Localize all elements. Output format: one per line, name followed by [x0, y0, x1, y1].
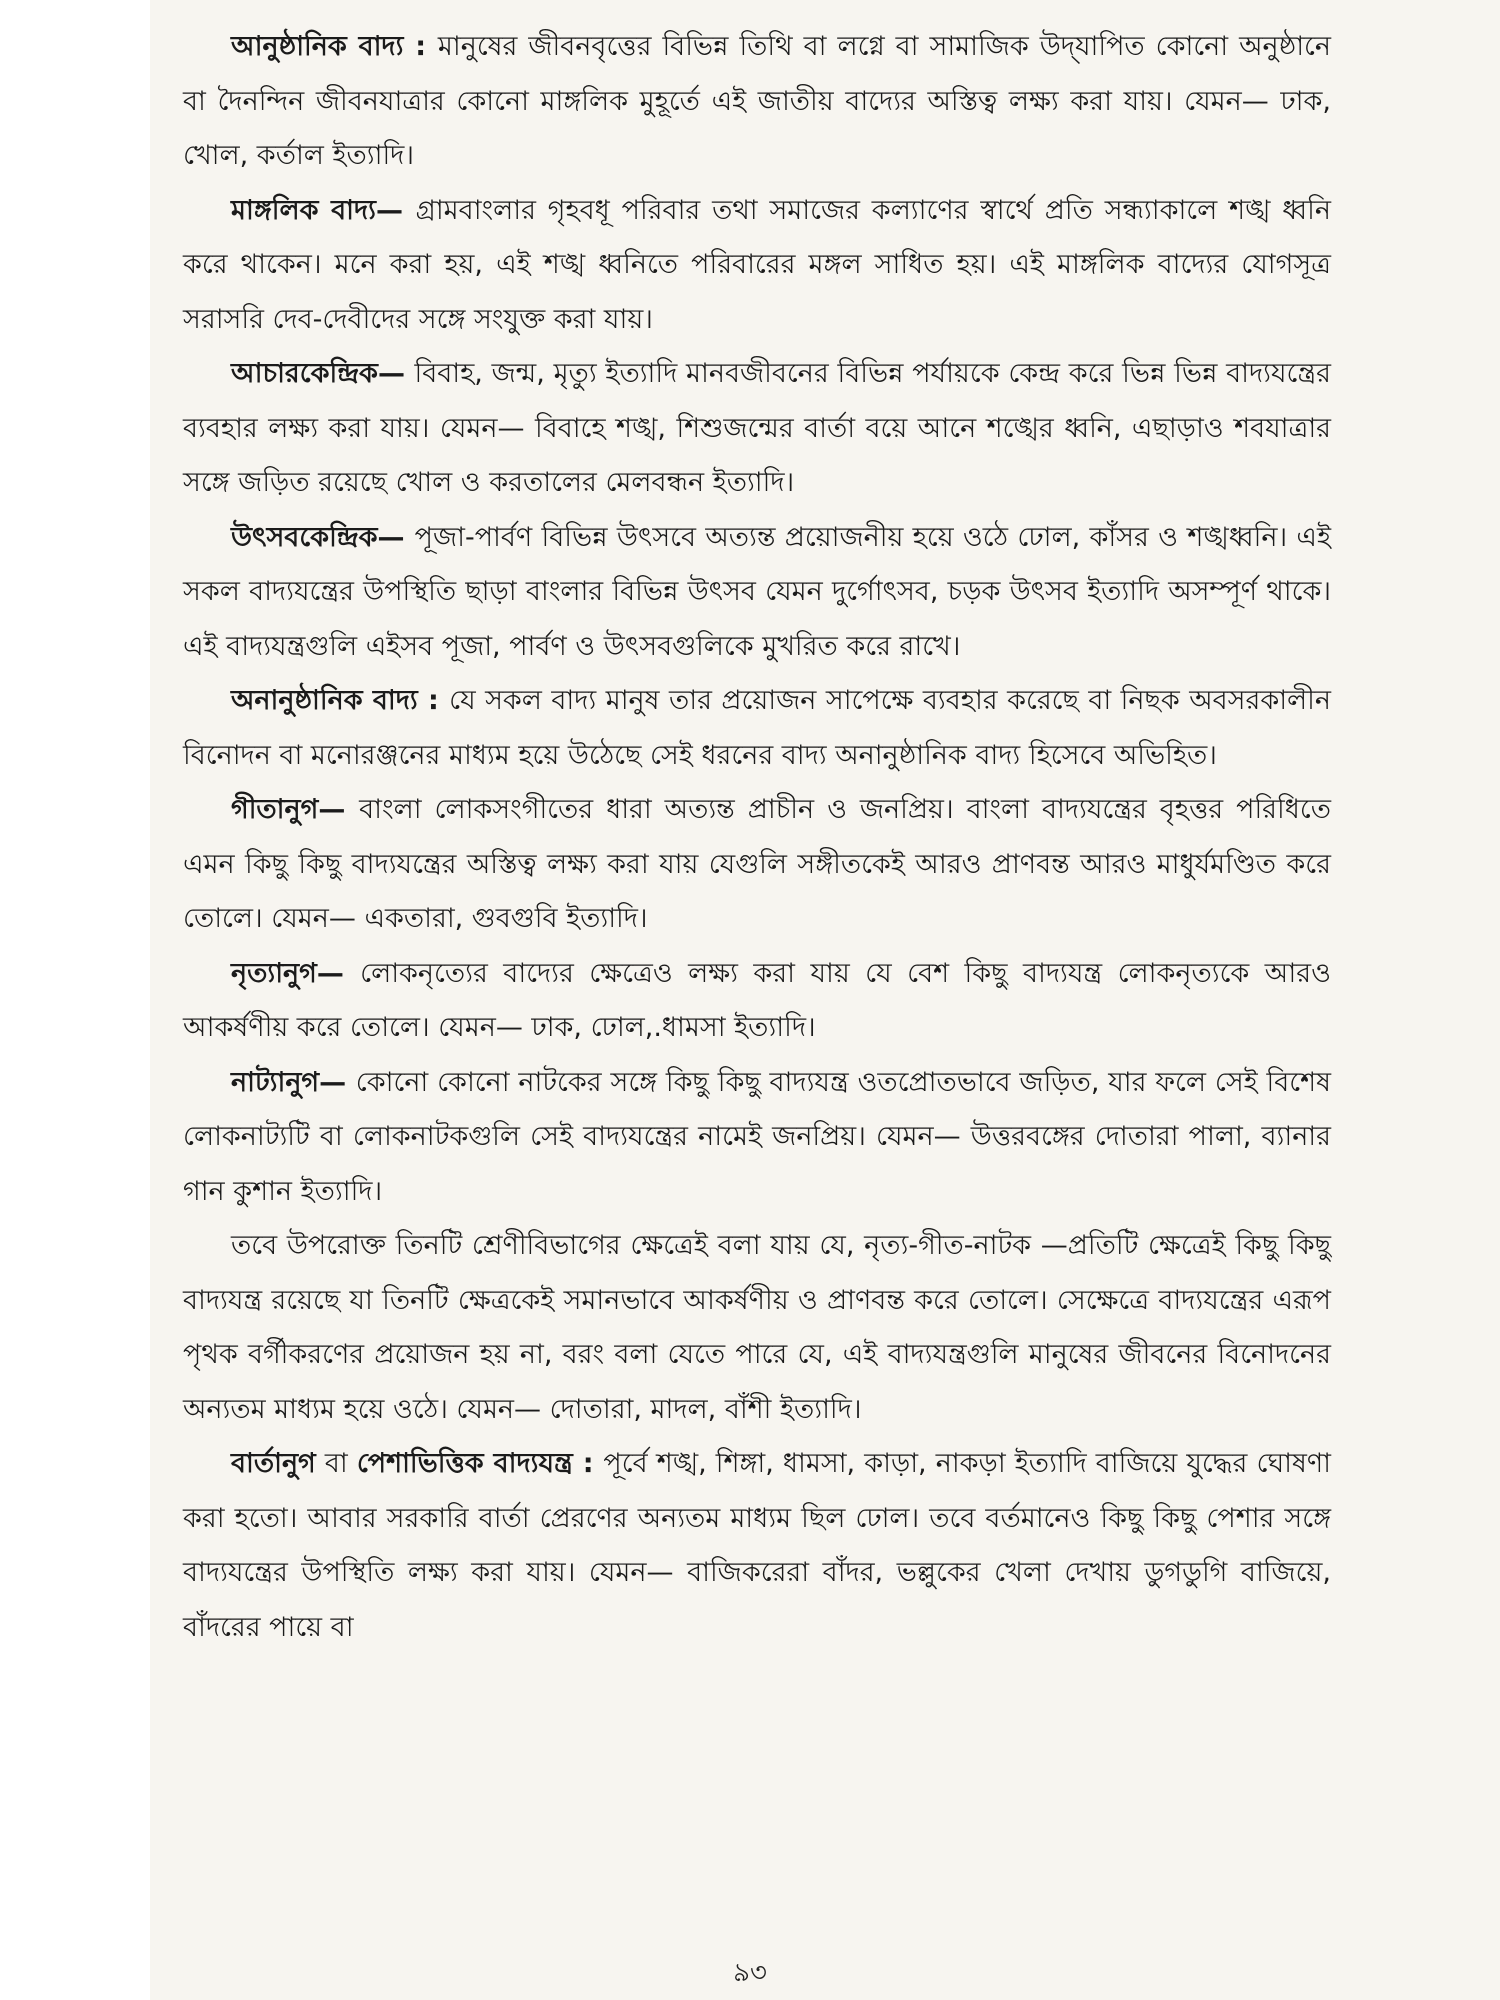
paragraph-text: বাংলা লোকসংগীতের ধারা অত্যন্ত প্রাচীন ও জনপ্রিয়। বাংলা বাদ্যযন্ত্রের বৃহত্তর পরিধিতে এমন কিছু কিছু বাদ্যযন্ত্রের অস্তিত্ব লক্ষ্য করা যায় যেগুলি সঙ্গীতকেই আরও প্রাণবন্ত আরও মাধুর্যমণ্ডিত করে তোলে। যেমন— একতারা, গুবগুবি ইত্যাদি।: [183, 794, 1331, 934]
term-dance-accompanying: নৃত্যানুগ: [231, 957, 317, 989]
term-message-accompanying: বার্তানুগ: [231, 1448, 316, 1479]
paragraph-festival-centric: [183, 511, 1331, 675]
term-formal-instruments: আনুষ্ঠানিক বাদ্য: [231, 31, 404, 62]
paragraph-auspicious-instruments: [183, 184, 1331, 348]
paragraph-text: কোনো কোনো নাটকের সঙ্গে কিছু কিছু বাদ্যযন্ত্র ওতপ্রোতভাবে জড়িত, যার ফলে সেই বিশেষ লোকনাট্যটি বা লোকনাটকগুলি সেই বাদ্যযন্ত্রের নামেই জনপ্রিয়। যেমন— উত্তরবঙ্গের দোতারা পালা, ব্যানার গান কুশান ইত্যাদি।: [183, 1066, 1331, 1207]
paragraph-summary: [183, 1219, 1331, 1437]
term-informal-instruments: অনানুষ্ঠানিক বাদ্য: [231, 685, 418, 716]
paragraph-text: পূর্বে শঙ্খ, শিঙ্গা, ধামসা, কাড়া, নাকড়া ইত্যাদি বাজিয়ে যুদ্ধের ঘোষণা করা হতো। আবার সরকারি বার্তা প্রেরণের অন্যতম মাধ্যম ছিল ঢোল। তবে বর্তমানেও কিছু কিছু পেশার সঙ্গে বাদ্যযন্ত্রের উপস্থিতি লক্ষ্য করা যায়। যেমন— বাজিকরেরা বাঁদর, ভল্লুকের খেলা দেখায় ডুগডুগি বাজিয়ে, বাঁদরের পায়ে বা: [183, 1448, 1331, 1643]
paragraph-text: তবে উপরোক্ত তিনটি শ্রেণীবিভাগের ক্ষেত্রেই বলা যায় যে, নৃত্য-গীত-নাটক —প্রতিটি ক্ষেত্রেই কিছু কিছু বাদ্যযন্ত্র রয়েছে যা তিনটি ক্ষেত্রকেই সমানভাবে আকর্ষণীয় ও প্রাণবন্ত করে তোলে। সেক্ষেত্রে বাদ্যযন্ত্রের এরূপ পৃথক বর্গীকরণের প্রয়োজন হয় না, বরং বলা যেতে পারে যে, এই বাদ্যযন্ত্রগুলি মানুষের জীবনের বিনোদনের অন্যতম মাধ্যম হয়ে ওঠে। যেমন— দোতারা, মাদল, বাঁশী ইত্যাদি।: [183, 1230, 1331, 1425]
paragraph-formal-instruments: [183, 20, 1331, 184]
paragraph-informal-instruments: [183, 674, 1331, 783]
term-separator: :: [403, 31, 438, 62]
term-separator: —: [377, 521, 415, 553]
term-separator: —: [377, 358, 415, 389]
paragraph-song-accompanying: [183, 783, 1331, 947]
paragraph-dance-accompanying: [183, 947, 1331, 1056]
paragraph-text: যে সকল বাদ্য মানুষ তার প্রয়োজন সাপেক্ষে ব্যবহার করেছে বা নিছক অবসরকালীন বিনোদন বা মনোরঞ্জনের মাধ্যম হয়ে উঠেছে সেই ধরনের বাদ্য অনানুষ্ঠানিক বাদ্য হিসেবে অভিহিত।: [183, 685, 1331, 771]
term-separator: —: [319, 1066, 356, 1098]
term-auspicious-instruments: মাঙ্গলিক বাদ্য: [231, 194, 376, 226]
term-ritual-centric: আচারকেন্দ্রিক: [231, 358, 378, 389]
term-drama-accompanying: নাট্যানুগ: [231, 1066, 320, 1098]
term-joiner: বা: [315, 1448, 357, 1479]
page-body: [183, 20, 1331, 1655]
paragraph-text: পূজা-পার্বণ বিভিন্ন উৎসবে অত্যন্ত প্রয়োজনীয় হয়ে ওঠে ঢোল, কাঁসর ও শঙ্খধ্বনি। এই সকল বাদ্যযন্ত্রের উপস্থিতি ছাড়া বাংলার বিভিন্ন উৎসব যেমন দুর্গোৎসব, চড়ক উৎসব ইত্যাদি অসম্পূর্ণ থাকে। এই বাদ্যযন্ত্রগুলি এইসব পূজা, পার্বণ ও উৎসবগুলিকে মুখরিত করে রাখে।: [183, 521, 1332, 662]
term-festival-centric: উৎসবকেন্দ্রিক: [231, 521, 378, 553]
paragraph-text: লোকনৃত্যের বাদ্যের ক্ষেত্রেও লক্ষ্য করা যায় যে বেশ কিছু বাদ্যযন্ত্র লোকনৃত্যকে আরও আকর্ষণীয় করে তোলে। যেমন— ঢাক, ঢোল,.ধামসা ইত্যাদি।: [183, 957, 1331, 1043]
paragraph-drama-accompanying: [183, 1056, 1331, 1220]
paragraph-text: বিবাহ, জন্ম, মৃত্যু ইত্যাদি মানবজীবনের বিভিন্ন পর্যায়কে কেন্দ্র করে ভিন্ন ভিন্ন বাদ্যযন্ত্রের ব্যবহার লক্ষ্য করা যায়। যেমন— বিবাহে শঙ্খ, শিশুজন্মের বার্তা বয়ে আনে শঙ্খের ধ্বনি, এছাড়াও শবযাত্রার সঙ্গে জড়িত রয়েছে খোল ও করতালের মেলবন্ধন ইত্যাদি।: [183, 358, 1331, 498]
paragraph-text: গ্রামবাংলার গৃহবধূ পরিবার তথা সমাজের কল্যাণের স্বার্থে প্রতি সন্ধ্যাকালে শঙ্খ ধ্বনি করে থাকেন। মনে করা হয়, এই শঙ্খ ধ্বনিতে পরিবারের মঙ্গল সাধিত হয়। এই মাঙ্গলিক বাদ্যের যোগসূত্র সরাসরি দেব-দেবীদের সঙ্গে সংযুক্ত করা যায়।: [183, 194, 1331, 335]
term-separator: —: [316, 957, 361, 989]
term-profession-based-instruments: পেশাভিত্তিক বাদ্যযন্ত্র: [356, 1448, 573, 1479]
term-song-accompanying: গীতানুগ: [231, 794, 319, 825]
paragraph-text: মানুষের জীবনবৃত্তের বিভিন্ন তিথি বা লগ্নে বা সামাজিক উদ্‌যাপিত কোনো অনুষ্ঠানে বা দৈনন্দিন জীবনযাত্রার কোনো মাঙ্গলিক মুহূর্তে এই জাতীয় বাদ্যের অস্তিত্ব লক্ষ্য করা যায়। যেমন— ঢাক, খোল, কর্তাল ইত্যাদি।: [183, 31, 1331, 171]
paragraph-message-profession: [183, 1437, 1331, 1655]
term-separator: :: [572, 1448, 604, 1479]
paragraph-ritual-centric: [183, 347, 1331, 511]
term-separator: :: [417, 685, 450, 716]
term-separator: —: [318, 794, 360, 825]
page-number: ৯৩: [733, 1958, 767, 1988]
term-separator: —: [375, 194, 416, 226]
